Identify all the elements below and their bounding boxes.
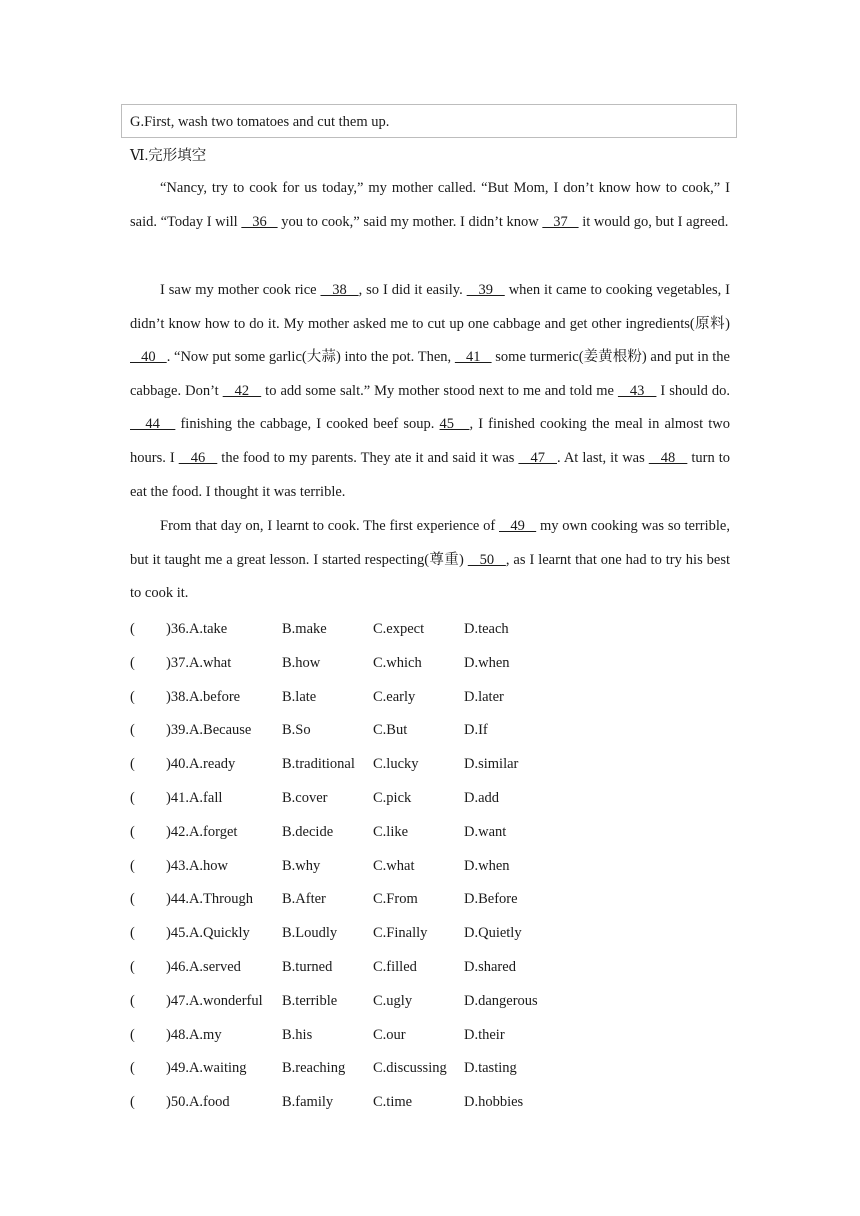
passage-text: From that day on, I learnt to cook. The first experience of xyxy=(160,518,499,534)
option-d: D.when xyxy=(464,857,510,874)
option-b: B.decide xyxy=(282,823,334,840)
option-a: )42.A.forget xyxy=(166,823,238,840)
option-b: B.cover xyxy=(282,790,328,806)
passage-text: my own cooking was so terrible, but it taught me a great lesson. I started respecting(尊重) xyxy=(130,518,730,568)
passage-text: , as I learnt that one had to try his best to cook it. xyxy=(130,551,730,602)
option-d: D.hobbies xyxy=(464,1094,524,1111)
option-c: C.pick xyxy=(373,790,412,806)
answer-blank[interactable]: 36 xyxy=(241,213,278,230)
option-a: )38.A.before xyxy=(166,688,241,705)
option-d: D.later xyxy=(464,688,504,705)
option-d: D.teach xyxy=(464,621,509,637)
option-b: B.Loudly xyxy=(282,925,338,942)
passage-text: , I finished cooking the meal in almost two hours. I xyxy=(130,416,731,466)
option-c: C.time xyxy=(373,1094,413,1111)
option-c: C.But xyxy=(373,722,408,739)
passage-text: it would go, but I agreed. xyxy=(578,213,729,230)
option-a: )48.A.my xyxy=(166,1026,222,1043)
question-row xyxy=(130,956,590,978)
option-a: )46.A.served xyxy=(166,959,241,975)
answer-blank[interactable]: 40 xyxy=(130,349,167,366)
option-a: )39.A.Because xyxy=(166,722,252,739)
answer-paren[interactable]: ( xyxy=(130,756,135,773)
question-row xyxy=(130,618,590,640)
option-b: B.make xyxy=(282,621,327,637)
answer-blank[interactable]: 43 xyxy=(617,382,657,399)
answer-blank[interactable]: 39 xyxy=(466,282,505,298)
answer-blank[interactable]: 41 xyxy=(454,349,492,366)
answer-blank[interactable]: 47 xyxy=(518,449,557,466)
option-d: D.dangerous xyxy=(464,992,538,1009)
passage-paragraph-2 xyxy=(130,274,730,509)
passage-paragraph-3 xyxy=(130,510,730,611)
option-a: )50.A.food xyxy=(166,1094,230,1111)
option-c: C.early xyxy=(373,688,416,705)
passage-text: you to cook,” said my mother. I didn’t know xyxy=(277,213,543,230)
option-c: C.discussing xyxy=(373,1060,447,1077)
answer-blank[interactable]: 50 xyxy=(467,551,506,568)
passage-text: “Nancy, try to cook for us today,” my mother called. “But Mom, I don’t know how to cook,” I said. “Today I will xyxy=(130,180,730,230)
option-a: )45.A.Quickly xyxy=(166,925,250,942)
answer-paren[interactable]: ( xyxy=(130,621,135,637)
option-b: B.family xyxy=(282,1094,334,1111)
answer-blank[interactable]: 49 xyxy=(499,518,537,534)
question-row xyxy=(130,1057,590,1079)
question-row xyxy=(130,1024,590,1046)
answer-paren[interactable]: ( xyxy=(130,823,135,840)
option-d: D.their xyxy=(464,1026,505,1043)
option-b: B.So xyxy=(282,722,311,739)
option-c: C.Finally xyxy=(373,925,428,942)
option-c: C.like xyxy=(373,823,409,840)
answer-paren[interactable]: ( xyxy=(130,722,135,739)
passage-text: . At last, it was xyxy=(557,449,649,466)
option-a: )47.A.wonderful xyxy=(166,992,263,1009)
option-b: B.reaching xyxy=(282,1060,346,1077)
option-b: B.After xyxy=(282,891,326,908)
option-c: C.ugly xyxy=(373,992,413,1009)
option-d: D.add xyxy=(464,790,500,806)
question-row xyxy=(130,753,590,775)
answer-paren[interactable]: ( xyxy=(130,1094,135,1111)
question-row xyxy=(130,652,590,674)
section-title: Ⅵ.完形填空 xyxy=(130,148,207,164)
question-row xyxy=(130,787,590,809)
question-row xyxy=(130,686,590,708)
passage-text: the food to my parents. They ate it and said it was xyxy=(217,449,519,466)
option-a: )37.A.what xyxy=(166,654,232,671)
option-c: C.expect xyxy=(373,621,425,637)
option-c: C.our xyxy=(373,1026,406,1043)
passage-text: . “Now put some garlic(大蒜) into the pot. Then, xyxy=(166,349,455,366)
option-g-box: G.First, wash two tomatoes and cut them up. xyxy=(121,104,737,138)
option-a: )43.A.how xyxy=(166,857,229,874)
option-d: D.similar xyxy=(464,756,519,773)
option-c: C.lucky xyxy=(373,756,419,773)
option-a: )41.A.fall xyxy=(166,790,223,806)
passage-text: turn to eat the food. I thought it was terrible. xyxy=(130,449,731,500)
question-row xyxy=(130,922,590,944)
option-b: B.how xyxy=(282,654,321,671)
passage-text: when it came to cooking vegetables, I didn’t know how to do it. My mother asked me to cut up one cabbage and get other ingredients(原料) xyxy=(130,282,730,332)
answer-paren[interactable]: ( xyxy=(130,688,135,705)
option-d: D.Before xyxy=(464,891,518,908)
option-b: B.traditional xyxy=(282,756,355,773)
option-b: B.late xyxy=(282,688,317,705)
answer-paren[interactable]: ( xyxy=(130,1060,135,1077)
option-d: D.when xyxy=(464,654,510,671)
passage-text: , so I did it easily. xyxy=(358,282,467,298)
answer-blank[interactable]: 48 xyxy=(648,449,688,466)
option-d: D.If xyxy=(464,722,488,739)
question-row xyxy=(130,719,590,741)
option-c: C.filled xyxy=(373,959,417,975)
answer-paren[interactable]: ( xyxy=(130,992,135,1009)
option-d: D.shared xyxy=(464,959,516,975)
option-d: D.tasting xyxy=(464,1060,517,1077)
answer-blank[interactable]: 46 xyxy=(178,449,218,466)
passage-text: I saw my mother cook rice xyxy=(160,282,321,298)
question-row xyxy=(130,821,590,843)
option-c: C.which xyxy=(373,654,422,671)
option-d: D.Quietly xyxy=(464,925,522,942)
option-b: B.why xyxy=(282,857,321,874)
option-a: )40.A.ready xyxy=(166,756,236,773)
answer-blank[interactable]: 44 xyxy=(130,416,176,433)
answer-blank[interactable]: 37 xyxy=(542,213,579,230)
option-c: C.From xyxy=(373,891,418,908)
answer-paren[interactable]: ( xyxy=(130,654,135,671)
passage-text: finishing the cabbage, I cooked beef soup. xyxy=(175,416,440,433)
option-a: )49.A.waiting xyxy=(166,1060,247,1077)
option-b: B.terrible xyxy=(282,992,338,1009)
answer-paren[interactable]: ( xyxy=(130,959,135,975)
question-row xyxy=(130,990,590,1012)
answer-paren[interactable]: ( xyxy=(130,857,135,874)
passage-text: to add some salt.” My mother stood next to me and told me xyxy=(261,382,618,399)
answer-paren[interactable]: ( xyxy=(130,891,135,908)
passage-text: I should do. xyxy=(656,382,731,399)
question-row xyxy=(130,855,590,877)
question-row xyxy=(130,1091,590,1113)
option-a: )36.A.take xyxy=(166,621,228,637)
option-a: )44.A.Through xyxy=(166,891,253,908)
answer-paren[interactable]: ( xyxy=(130,790,135,806)
question-row xyxy=(130,888,590,910)
option-b: B.turned xyxy=(282,959,333,975)
option-d: D.want xyxy=(464,823,507,840)
passage-text: some turmeric(姜黄根粉) and put in the cabbage. Don’t xyxy=(130,349,730,399)
answer-paren[interactable]: ( xyxy=(130,1026,135,1043)
answer-blank[interactable]: 38 xyxy=(320,282,359,298)
option-c: C.what xyxy=(373,857,415,874)
answer-paren[interactable]: ( xyxy=(130,925,135,942)
answer-blank[interactable]: 45 xyxy=(439,416,470,433)
passage-paragraph-1 xyxy=(130,172,730,239)
answer-blank[interactable]: 42 xyxy=(222,382,262,399)
option-b: B.his xyxy=(282,1026,313,1043)
